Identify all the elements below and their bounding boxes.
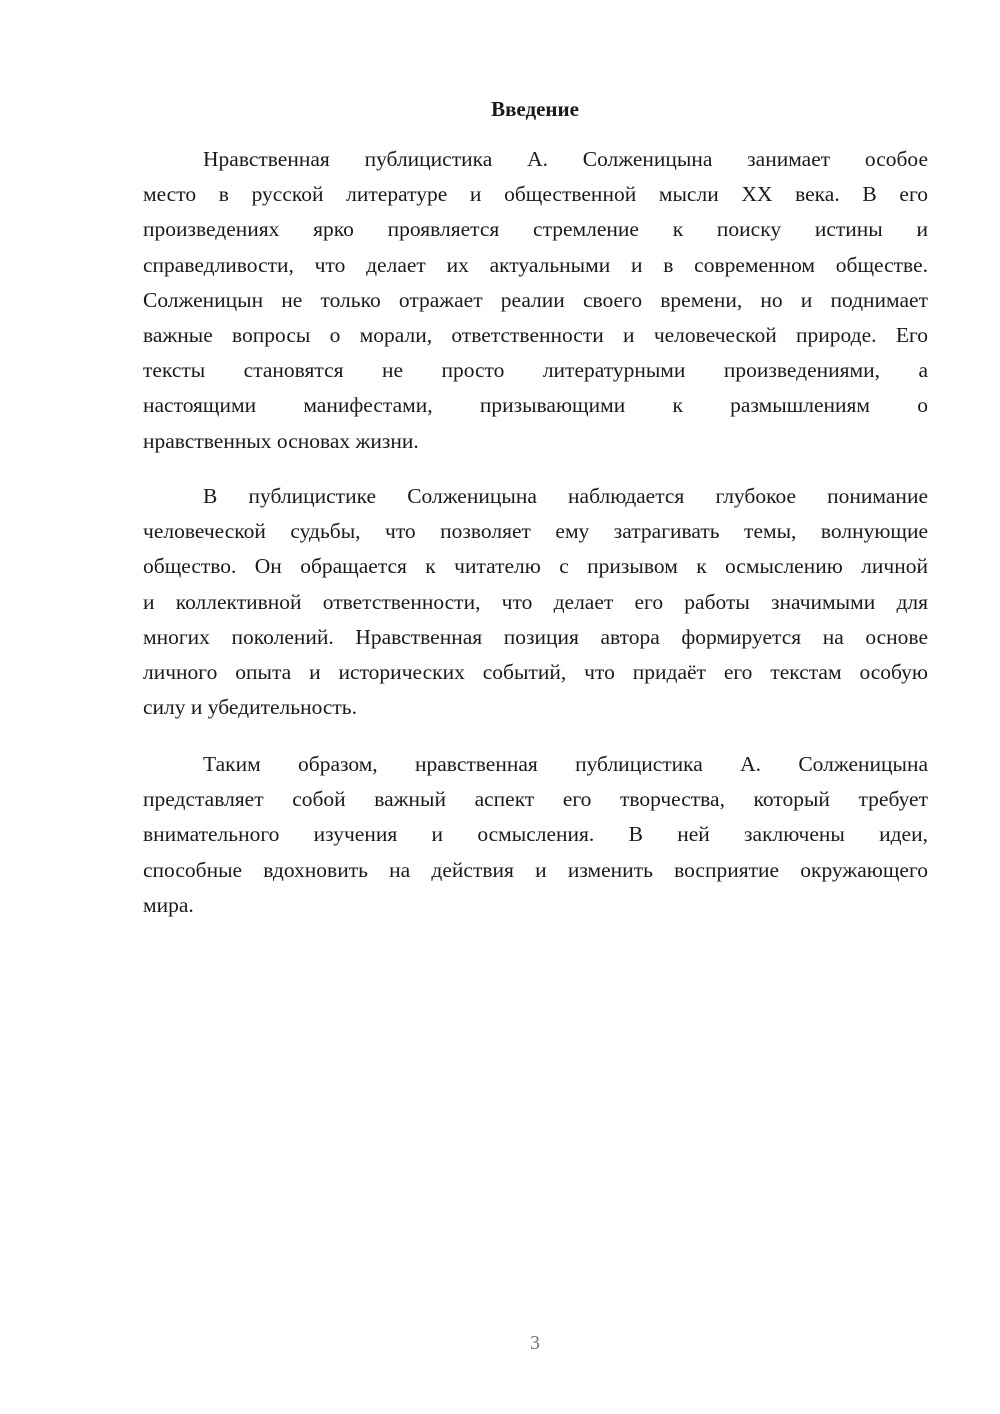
text-line: важные вопросы о морали, ответственности и человеческой природе. Его <box>143 322 928 347</box>
text-line: произведениях ярко проявляется стремление к поиску истины и <box>143 217 928 242</box>
text-line: место в русской литературе и общественной мысли XX века. В его <box>143 182 928 207</box>
text-line: справедливости, что делает их актуальными и в современном обществе. <box>143 252 928 277</box>
text-line: настоящими манифестами, призывающими к размышлениям о <box>143 393 928 418</box>
page-number: 3 <box>530 1332 540 1354</box>
text-line: человеческой судьбы, что позволяет ему затрагивать темы, волнующие <box>143 519 928 544</box>
text-line: Солженицын не только отражает реалии своего времени, но и поднимает <box>143 287 928 312</box>
text-line: личного опыта и исторических событий, что придаёт его текстам особую <box>143 659 928 684</box>
page-title: Введение <box>491 97 579 121</box>
text-line: представляет собой важный аспект его творчества, который требует <box>143 787 928 812</box>
paragraph-2 <box>143 479 928 725</box>
paragraph-1 <box>143 142 928 459</box>
text-line: мира. <box>143 892 194 917</box>
paragraph-3 <box>143 747 928 923</box>
text-line: Таким образом, нравственная публицистика А. Солженицына <box>203 752 928 776</box>
text-line: тексты становятся не просто литературными произведениями, а <box>143 358 928 383</box>
text-line: внимательного изучения и осмысления. В ней заключены идеи, <box>143 822 928 847</box>
text-line: общество. Он обращается к читателю с призывом к осмыслению личной <box>143 554 928 579</box>
text-line: силу и убедительность. <box>143 695 357 720</box>
text-line: нравственных основах жизни. <box>143 428 419 453</box>
text-line: В публицистике Солженицына наблюдается глубокое понимание <box>203 484 928 508</box>
text-line: и коллективной ответственности, что делает его работы значимыми для <box>143 589 928 614</box>
text-line: способные вдохновить на действия и изменить восприятие окружающего <box>143 857 928 882</box>
text-line: многих поколений. Нравственная позиция автора формируется на основе <box>143 624 928 649</box>
text-line: Нравственная публицистика А. Солженицына занимает особое <box>203 147 928 171</box>
